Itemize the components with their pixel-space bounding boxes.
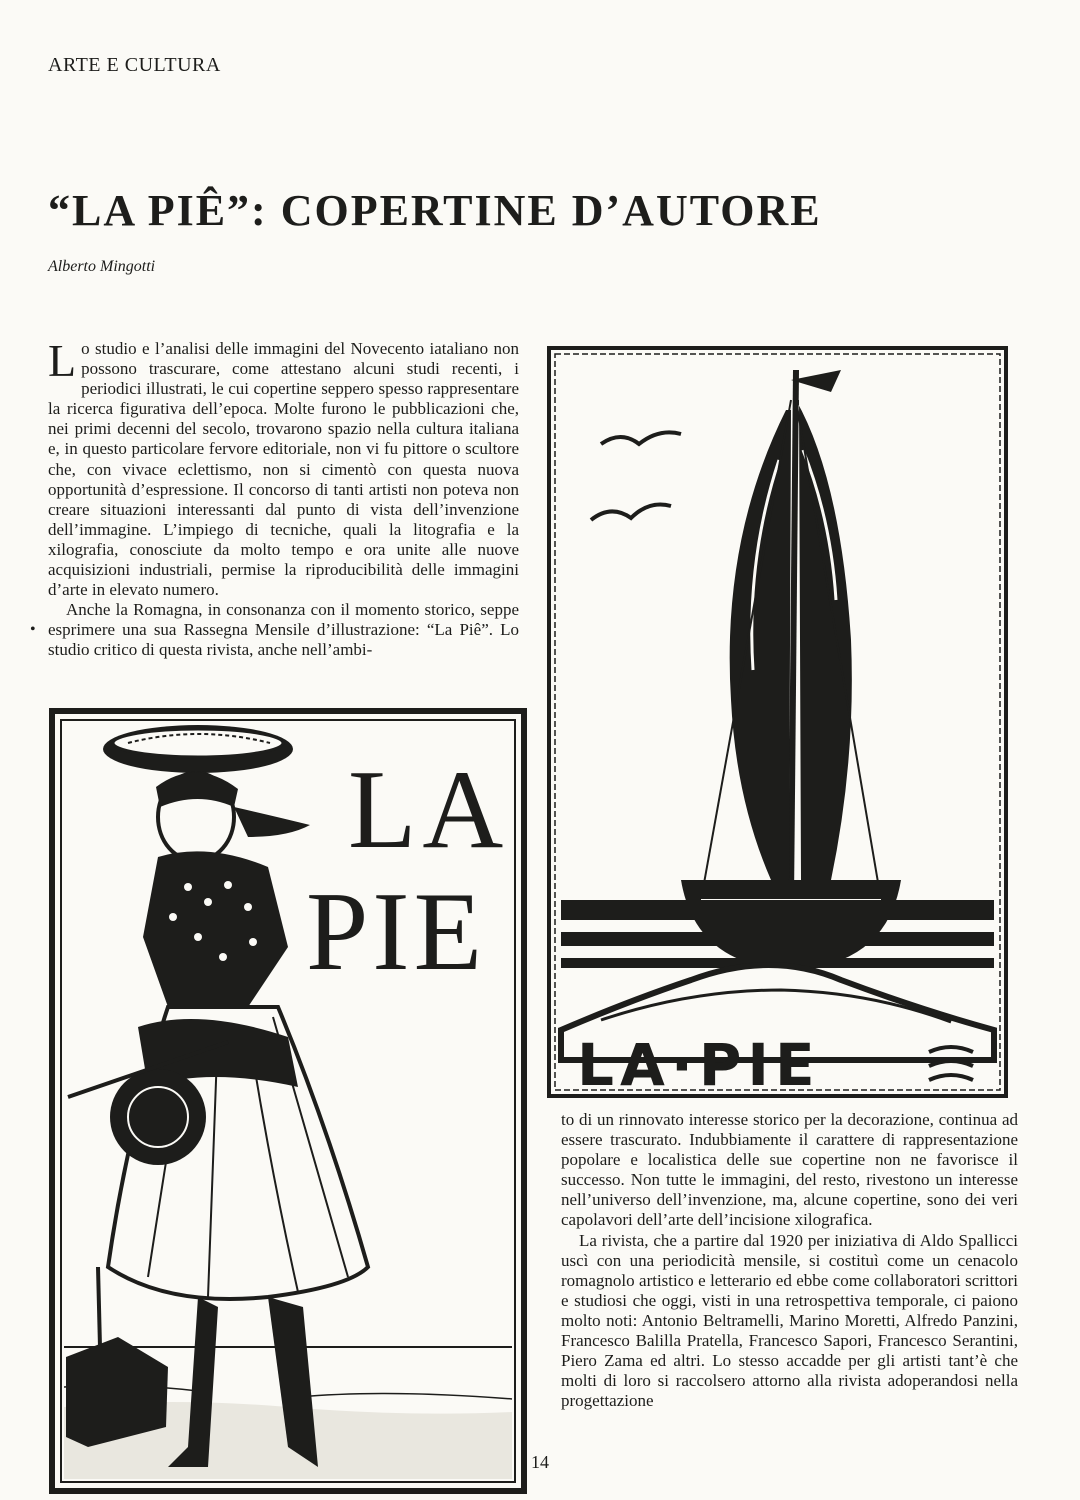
page-number: 14 bbox=[531, 1452, 549, 1472]
drop-cap: L bbox=[48, 335, 77, 386]
article-title: “LA PIÊ”: COPERTINE D’AUTORE bbox=[48, 186, 822, 236]
article-author: Alberto Mingotti bbox=[48, 258, 156, 275]
paragraph-1-text: o studio e l’analisi delle immagini del Novecento iataliano non possono trascurare, come attestano alcuni studi recenti, i periodici illustrati, le cui copertine seppero spesso rappresentare la ricerca figurativa dell’epoca. Molte furono le pubblicazioni che, nei primi decenni del secolo, trovarono spazio nella cultura italiana e, in questo particolare fervore editoriale, non vi fu pittore o scultore che, con vivace eclettismo, non si cimentò con questa nuova opportunità d’espressione. Il concorso di tanti artisti non poteva non creare situazioni interessanti dal punto di vista dell’invenzione dell’immagine. L’impiego di tecniche, quali la litografia e la xilografia, conosciute da molto tempo e ora unite alle nuove acquisizioni industriali, permise la riproducibilità delle immagini d’arte in elevato numero. bbox=[48, 339, 519, 600]
cover-woman-title-la: LA bbox=[348, 748, 510, 872]
margin-dot: • bbox=[30, 621, 36, 638]
paragraph-1 bbox=[48, 335, 519, 600]
section-label: ARTE E CULTURA bbox=[48, 54, 221, 76]
paragraph-3: to di un rinnovato interesse storico per la decorazione, continua ad essere trascurato. Indubbiamente il carattere di rappresentazione popolare e localistica delle sue copertine non ne favorisce il successo. Non tutte le immagini, del resto, rivestono un interesse nell’universo dell’invenzione, ma, alcune copertine, sono dei veri capolavori dell’arte dell’incisione xilografica. bbox=[561, 1110, 1018, 1230]
cover-woman-title-pie: PIE bbox=[306, 870, 486, 994]
paragraph-4: La rivista, che a partire dal 1920 per iniziativa di Aldo Spallicci uscì con una periodicità mensile, si costituì come un cenacolo romagnolo artistico e letterario ed ebbe come collaboratori scrittori e studiosi che oggi, visti in una retrospettiva temporale, ci paiono molto noti: Antonio Beltramelli, Marino Moretti, Alfredo Panzini, Francesco Balilla Pratella, Francesco Sapori, Francesco Serantini, Piero Zama ed altri. Lo stesso accadde per gli artisti tant’è che molti di loro si raccolsero attorno alla rivista adoperandosi nella progettazione bbox=[561, 1230, 1018, 1411]
cover-ship-title: LA·PIE bbox=[577, 1031, 821, 1099]
cover-illustration-ship bbox=[541, 340, 1014, 1104]
woodcut-woman-image bbox=[48, 707, 528, 1495]
cover-illustration-woman bbox=[48, 707, 528, 1495]
right-column-text bbox=[561, 1110, 1018, 1411]
paragraph-2: Anche la Romagna, in consonanza con il momento storico, seppe esprimere una sua Rassegna Mensile d’illustrazione: “La Piê”. Lo studio critico di questa rivista, anche nell’ambi- bbox=[48, 600, 519, 660]
woodcut-ship-image bbox=[541, 340, 1014, 1104]
left-column-text bbox=[48, 335, 519, 661]
